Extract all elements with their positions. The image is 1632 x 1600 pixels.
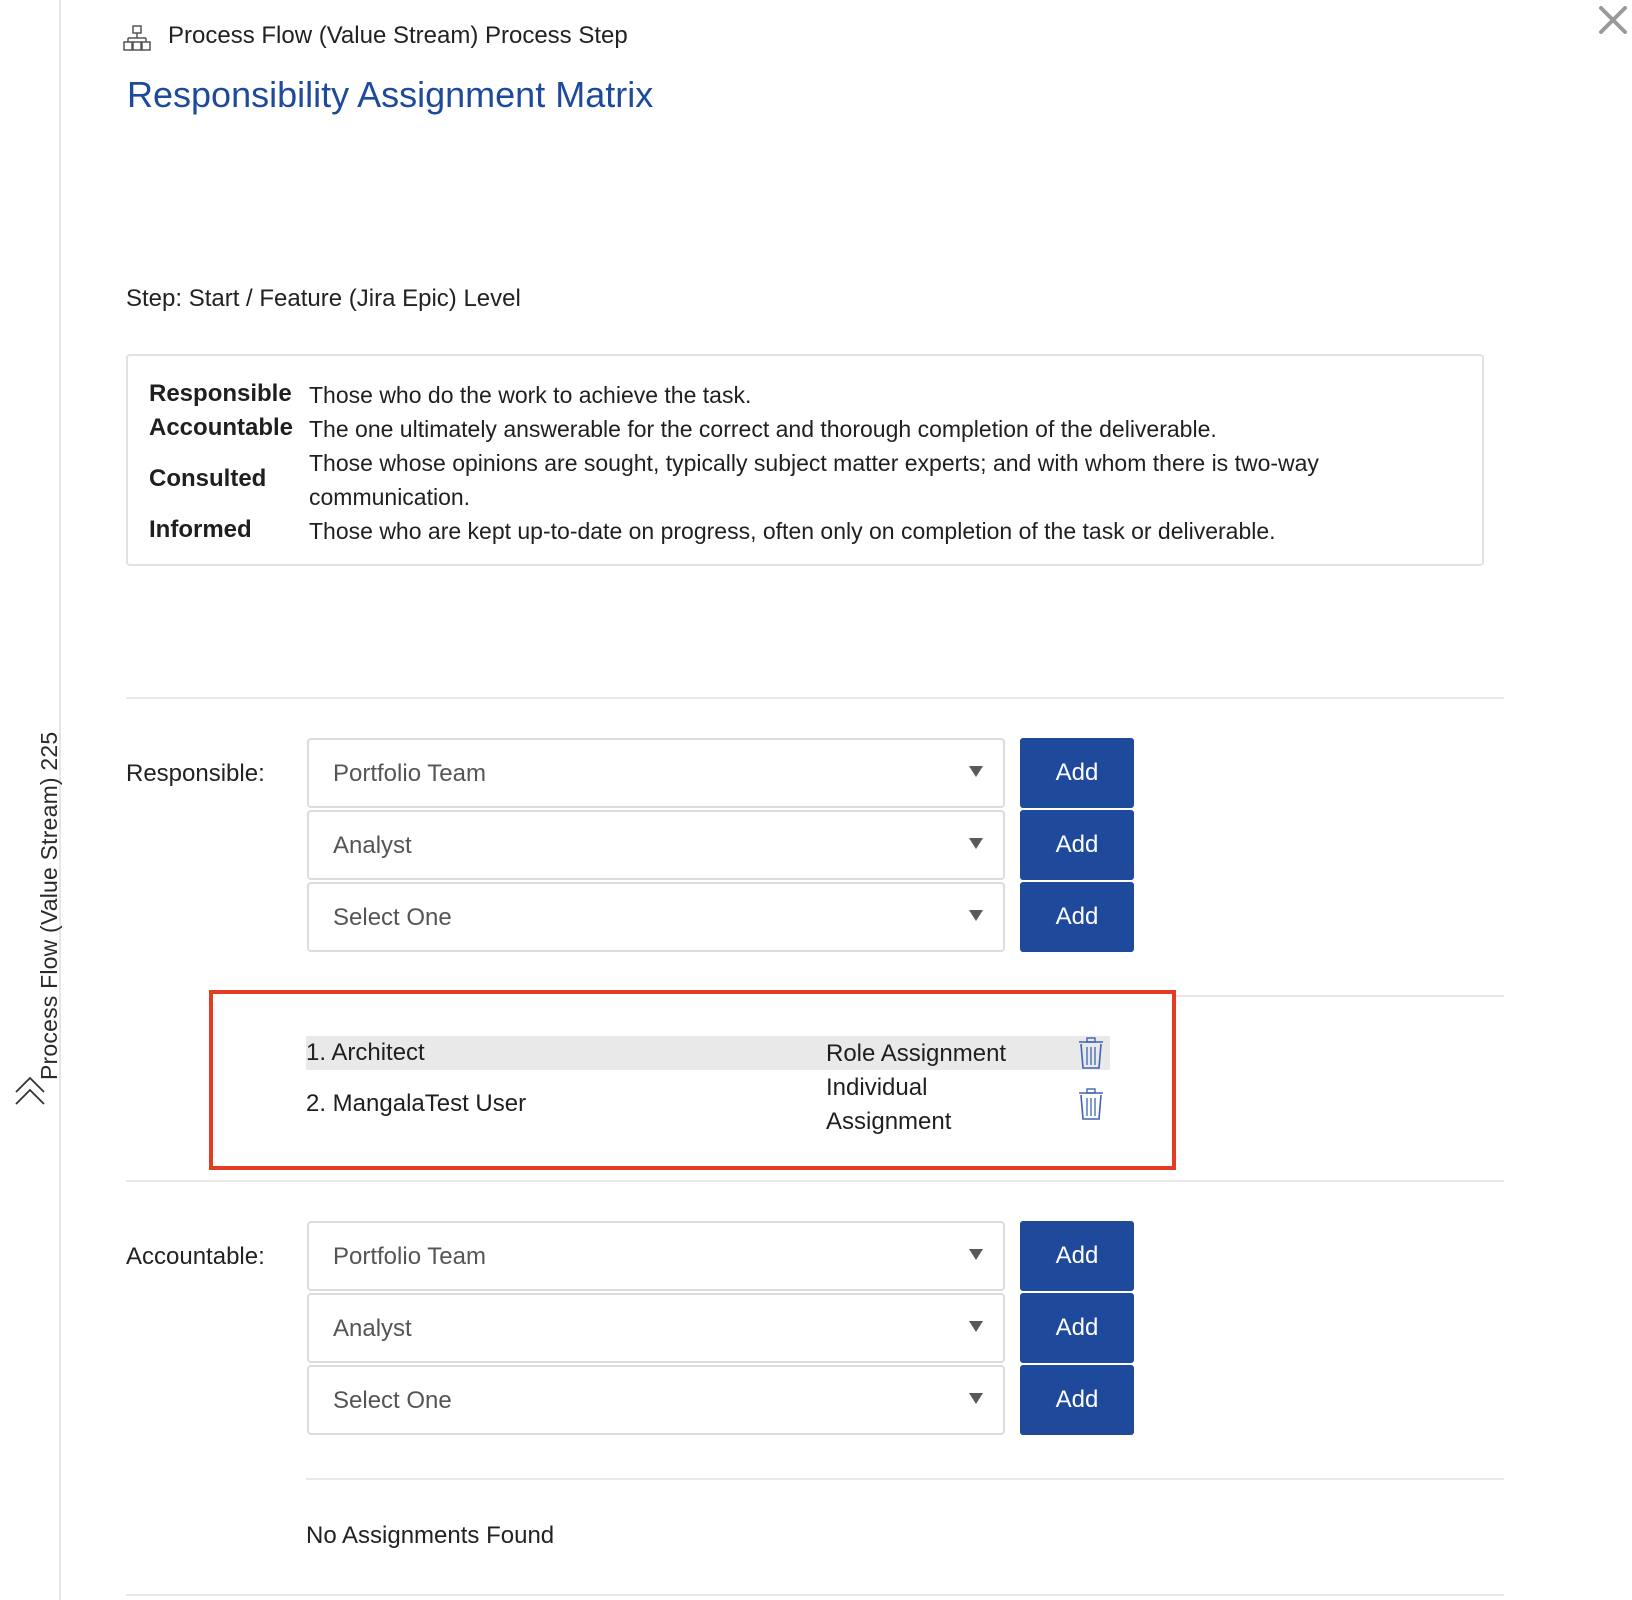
divider	[126, 1594, 1504, 1596]
trash-icon[interactable]	[1077, 1037, 1105, 1069]
legend-def-consulted: Those whose opinions are sought, typically subject matter experts; and with whom there is two-way communication.	[309, 450, 1319, 510]
assignment-name: 1. Architect	[306, 1039, 425, 1066]
accountable-select-portfolio-team[interactable]: Portfolio Team	[307, 1221, 1005, 1291]
dropdown-caret-icon	[969, 1393, 983, 1404]
responsible-select-analyst[interactable]: Analyst	[307, 810, 1005, 880]
divider	[126, 697, 1504, 699]
responsible-add-button-1[interactable]: Add	[1020, 738, 1134, 808]
accountable-add-button-3[interactable]: Add	[1020, 1365, 1134, 1435]
responsible-select-user[interactable]: Select One	[307, 882, 1005, 952]
assignment-name: 2. MangalaTest User	[306, 1090, 527, 1117]
accountable-add-button-1[interactable]: Add	[1020, 1221, 1134, 1291]
legend-def-responsible: Those who do the work to achieve the task.	[309, 382, 752, 408]
responsible-add-button-3[interactable]: Add	[1020, 882, 1134, 952]
divider	[1176, 995, 1504, 997]
raci-legend	[126, 354, 1484, 566]
trash-icon[interactable]	[1077, 1088, 1105, 1120]
highlight-annotation	[209, 990, 1176, 1170]
dropdown-caret-icon	[969, 1249, 983, 1260]
side-rail	[0, 0, 61, 1600]
assignment-type: Role Assignment	[826, 1040, 1007, 1067]
legend-term-responsible: Responsible	[149, 380, 292, 407]
page-title: Responsibility Assignment Matrix	[127, 74, 654, 115]
close-icon[interactable]	[1597, 4, 1629, 36]
hierarchy-icon	[123, 25, 151, 53]
divider	[126, 1180, 1504, 1182]
responsible-select-portfolio-team[interactable]: Portfolio Team	[307, 738, 1005, 808]
double-chevron-up-icon[interactable]	[14, 1072, 46, 1108]
empty-state-text: No Assignments Found	[306, 1522, 555, 1549]
responsible-add-button-2[interactable]: Add	[1020, 810, 1134, 880]
step-label: Step: Start / Feature (Jira Epic) Level	[126, 285, 521, 312]
legend-term-informed: Informed	[149, 516, 252, 543]
legend-def-accountable: The one ultimately answerable for the correct and thorough completion of the deliverable.	[309, 416, 1217, 442]
dropdown-caret-icon	[969, 766, 983, 777]
accountable-label: Accountable:	[126, 1243, 265, 1270]
legend-def-informed: Those who are kept up-to-date on progress, often only on completion of the task or deliverable.	[309, 518, 1276, 544]
legend-term-accountable: Accountable	[149, 414, 294, 441]
divider	[306, 1478, 1504, 1480]
accountable-select-analyst[interactable]: Analyst	[307, 1293, 1005, 1363]
breadcrumb: Process Flow (Value Stream) Process Step	[168, 22, 628, 49]
responsible-label: Responsible:	[126, 760, 265, 787]
accountable-add-button-2[interactable]: Add	[1020, 1293, 1134, 1363]
legend-term-consulted: Consulted	[149, 465, 267, 492]
accountable-select-user[interactable]: Select One	[307, 1365, 1005, 1435]
dropdown-caret-icon	[969, 1321, 983, 1332]
assignment-type: Individual Assignment	[826, 1074, 952, 1135]
dropdown-caret-icon	[969, 838, 983, 849]
rail-label: Process Flow (Value Stream) 225	[36, 731, 62, 1080]
dropdown-caret-icon	[969, 910, 983, 921]
